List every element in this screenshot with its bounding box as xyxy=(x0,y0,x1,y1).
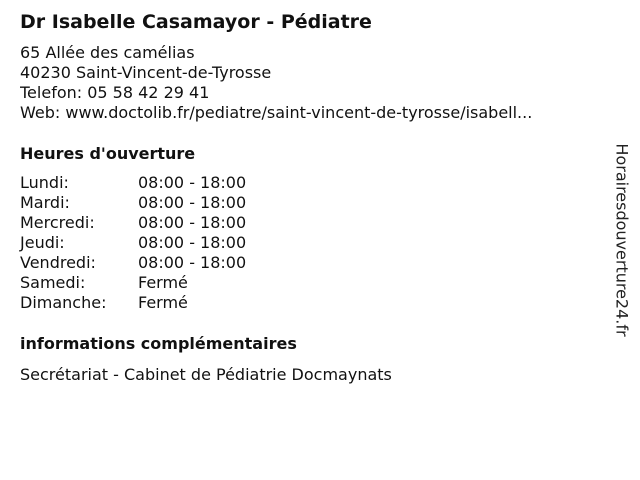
hours-value: Fermé xyxy=(138,293,188,312)
day-label: Mercredi: xyxy=(20,213,95,232)
hours-value: 08:00 - 18:00 xyxy=(138,213,247,232)
hours-value: 08:00 - 18:00 xyxy=(138,173,247,192)
hours-row xyxy=(20,233,600,253)
day-label: Lundi: xyxy=(20,173,69,192)
day-label: Jeudi: xyxy=(20,233,65,252)
address-line-1: 65 Allée des camélias xyxy=(20,43,195,62)
extra-info-text: Secrétariat - Cabinet de Pédiatrie Docmaynats xyxy=(20,365,392,384)
page-title: Dr Isabelle Casamayor - Pédiatre xyxy=(20,11,372,33)
hours-value: 08:00 - 18:00 xyxy=(138,253,247,272)
hours-value: 08:00 - 18:00 xyxy=(138,193,247,212)
day-label: Dimanche: xyxy=(20,293,107,312)
hours-value: Fermé xyxy=(138,273,188,292)
address-line-2: 40230 Saint-Vincent-de-Tyrosse xyxy=(20,63,272,82)
hours-row xyxy=(20,213,600,233)
day-label: Mardi: xyxy=(20,193,70,212)
hours-table xyxy=(20,173,600,313)
listing-card xyxy=(20,10,600,385)
hours-row xyxy=(20,273,600,293)
hours-row xyxy=(20,193,600,213)
hours-row xyxy=(20,253,600,273)
extra-info-heading: informations complémentaires xyxy=(20,334,297,353)
site-watermark: Horairesdouverture24.fr xyxy=(612,143,632,337)
day-label: Vendredi: xyxy=(20,253,96,272)
hours-row xyxy=(20,293,600,313)
hours-value: 08:00 - 18:00 xyxy=(138,233,247,252)
hours-heading: Heures d'ouverture xyxy=(20,144,196,163)
website-link[interactable]: Web: www.doctolib.fr/pediatre/saint-vincent-de-tyrosse/isabell... xyxy=(20,103,533,122)
phone-number: Telefon: 05 58 42 29 41 xyxy=(20,83,210,102)
day-label: Samedi: xyxy=(20,273,86,292)
hours-row xyxy=(20,173,600,193)
contact-block xyxy=(20,43,600,123)
